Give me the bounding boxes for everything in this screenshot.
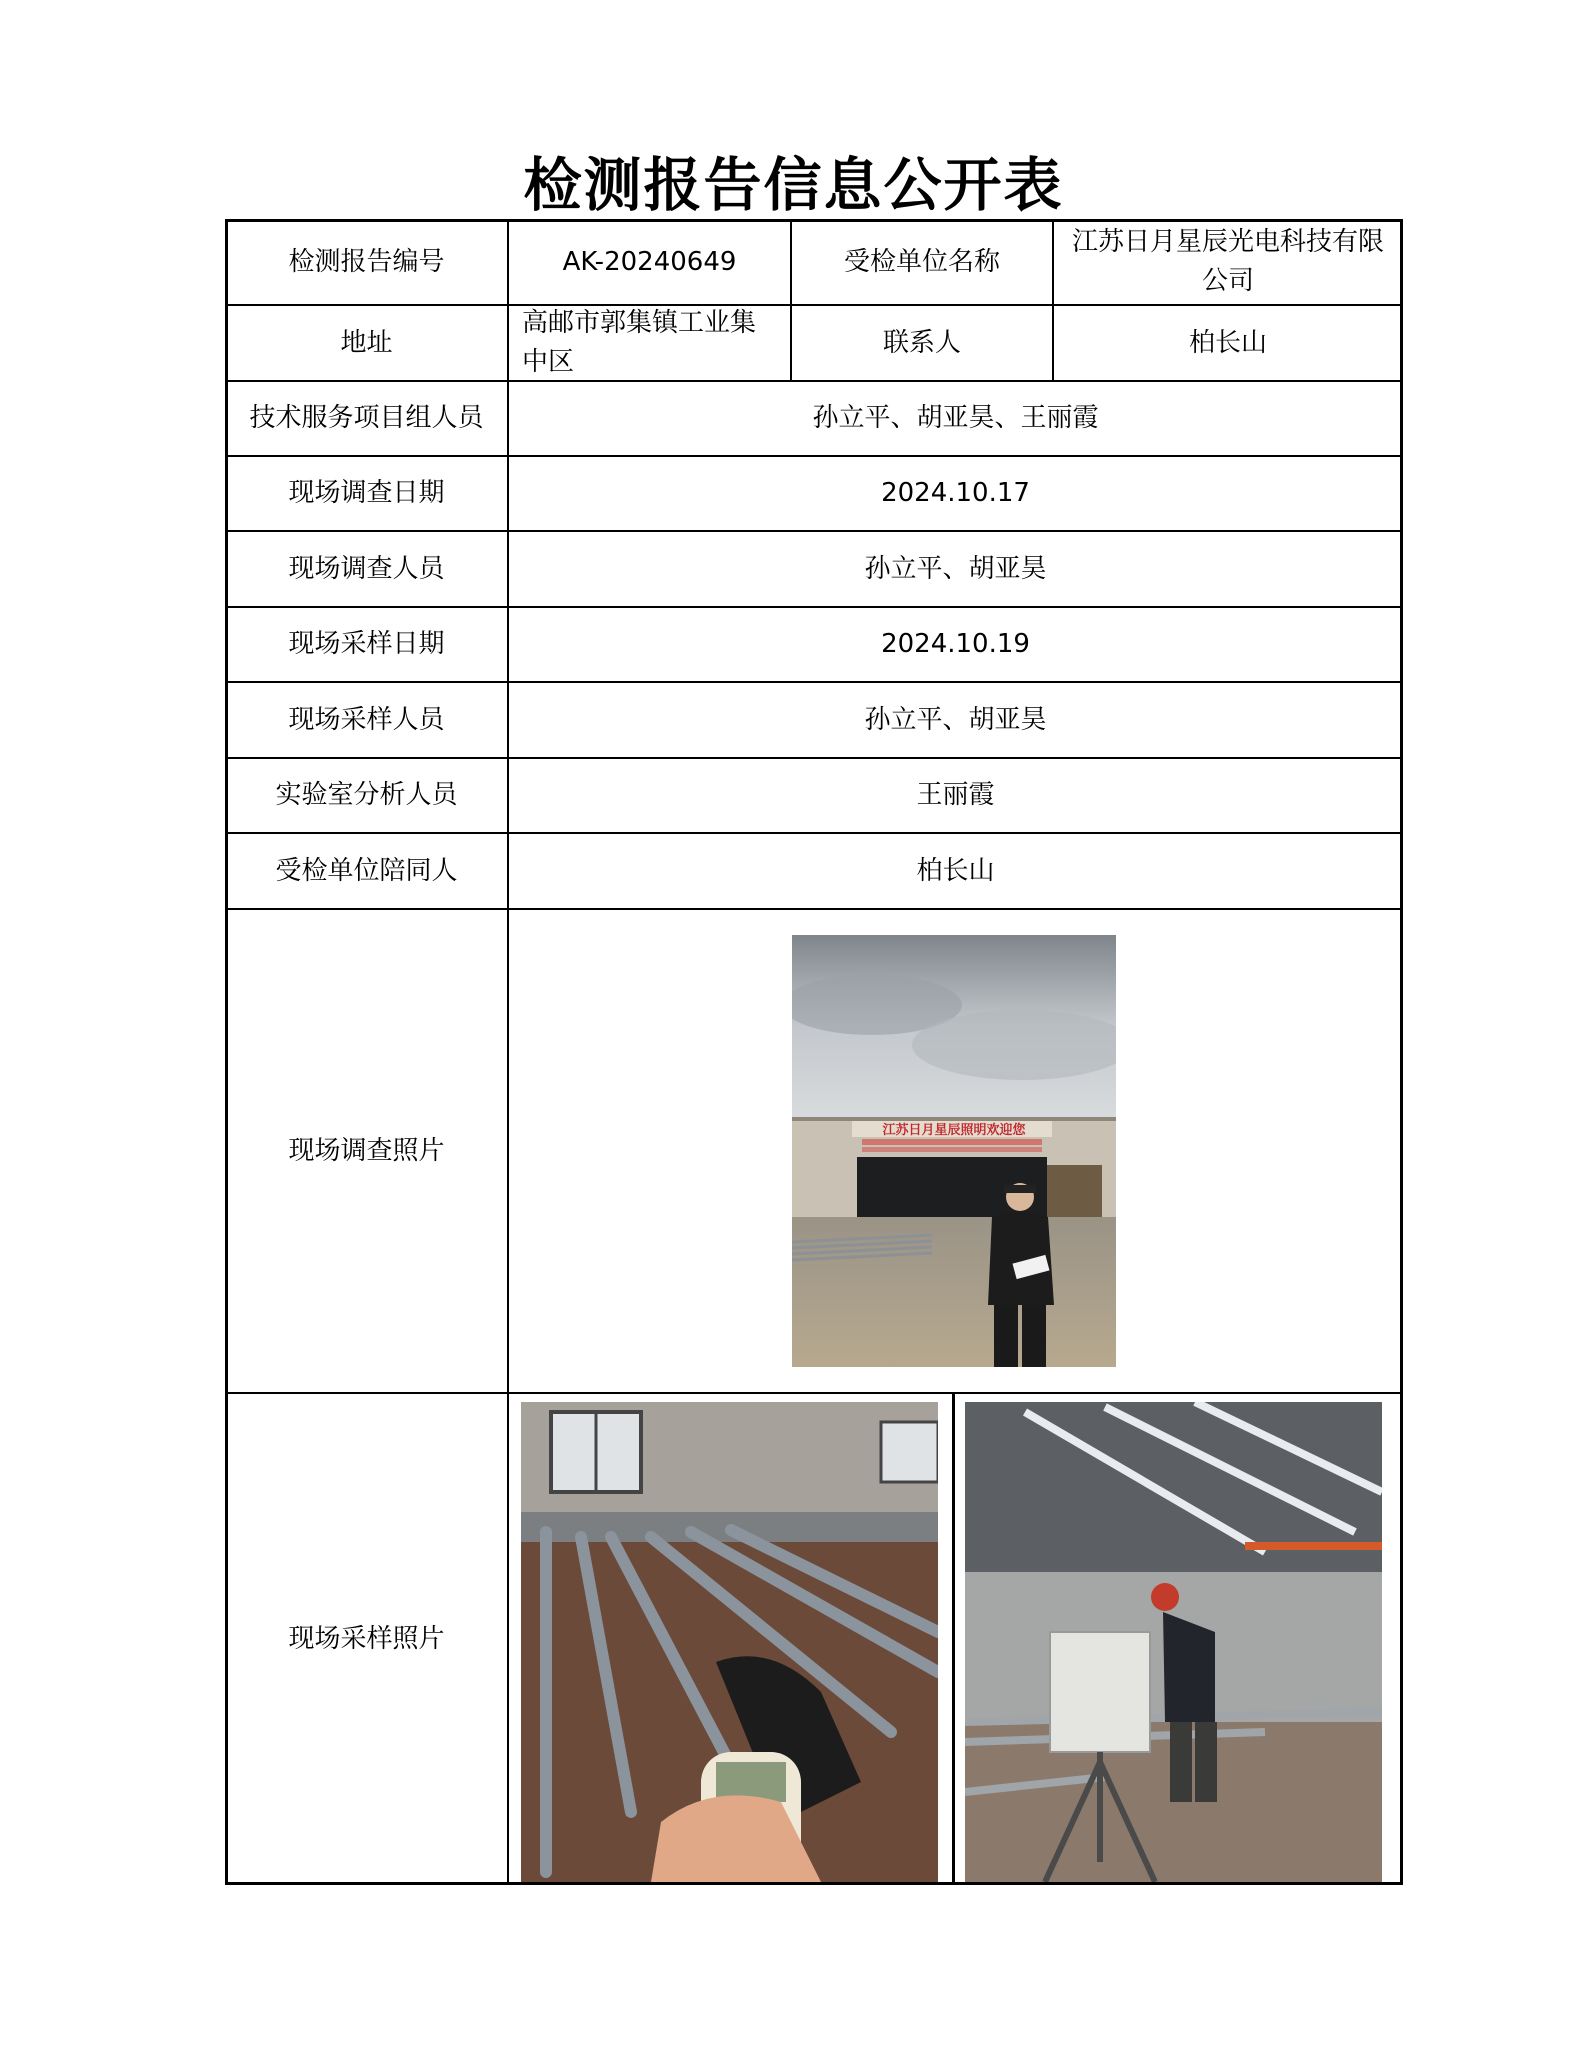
- sampling-photo-label: 现场采样照片: [288, 1623, 445, 1654]
- row-label: 现场采样日期: [288, 629, 445, 659]
- row-label: 现场采样人员: [288, 704, 445, 735]
- row-value: 孙立平、胡亚昊: [864, 704, 1047, 735]
- factory-banner-text: 江苏日月星辰照明欢迎您: [882, 1123, 1026, 1138]
- address-value: 高邮市郭集镇工业集中区: [522, 308, 757, 377]
- row-value: 孙立平、胡亚昊、王丽霞: [812, 403, 1099, 433]
- row-label: 实验室分析人员: [275, 780, 458, 810]
- row-value: 王丽霞: [916, 780, 995, 810]
- report-no-value: AK-20240649: [562, 246, 737, 277]
- contact-value: 柏长山: [1188, 327, 1267, 358]
- row-label: 受检单位陪同人: [275, 855, 458, 886]
- address-label: 地址: [340, 327, 393, 358]
- unit-name-value: 江苏日月星辰光电科技有限公司: [1071, 227, 1384, 296]
- row-value: 2024.10.19: [881, 629, 1030, 659]
- row-label: 技术服务项目组人员: [249, 403, 484, 433]
- row-value: 柏长山: [916, 855, 995, 886]
- report-no-label: 检测报告编号: [288, 246, 445, 277]
- row-value: 2024.10.17: [881, 478, 1030, 508]
- row-value: 孙立平、胡亚昊: [864, 553, 1047, 584]
- row-label: 现场调查人员: [288, 553, 445, 584]
- row-label: 现场调查日期: [288, 478, 445, 508]
- unit-name-label: 受检单位名称: [843, 246, 1000, 277]
- contact-label: 联系人: [882, 327, 961, 358]
- info-table: [225, 219, 1403, 1885]
- page-title: 检测报告信息公开表: [523, 151, 1064, 219]
- survey-photo-label: 现场调查照片: [288, 1135, 445, 1166]
